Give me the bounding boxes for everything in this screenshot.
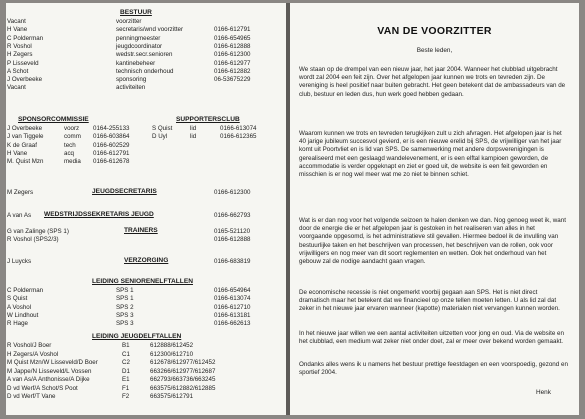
member-name: R Hage: [7, 320, 28, 328]
member-role: acq: [64, 149, 74, 157]
member-name: C Polderman: [7, 287, 44, 294]
member-name: M. Quist Mzn: [7, 158, 44, 166]
letter-title: VAN DE VOORZITTER: [377, 25, 492, 37]
member-name: Vacant: [7, 84, 26, 92]
member-name: M Quist Mzn/W Lisseveld/D Boer: [7, 359, 98, 366]
member-role: wedstr.secr.senioren: [116, 51, 173, 59]
member-phone: 0164-255133: [93, 125, 130, 132]
letter-paragraph: Ondanks alles wens ik u namens het bestuur prettige feestdagen en een voorspoedig, gezond en sportief 2004.: [299, 361, 568, 377]
member-phone: 0166-612888: [214, 42, 251, 50]
member-name: M Jappe/N Lisseveld/L Vossen: [7, 367, 92, 375]
member-phone: 0166-613074: [214, 295, 251, 303]
member-phone: 0166-602529: [93, 141, 130, 149]
member-name: A van As/A Anthonisse/A Dijke: [7, 376, 90, 383]
member-role: comm: [64, 133, 81, 141]
member-phone: 0166-654964: [214, 287, 251, 294]
member-role: lid: [190, 125, 197, 132]
member-role: tech: [64, 141, 76, 149]
member-phone: 663575/612882/612885: [150, 384, 216, 392]
member-phone: 663266/612977/612687: [150, 367, 216, 375]
member-role: penningmeester: [116, 34, 161, 42]
letter-paragraph: Wat is er dan nog voor het volgende seizoen te halen denken we dan. Nog genoeg weet ik, want door de energie die er het afgelopen jaar is gestoken in het realiseren van alles in het voorgaande opgesomd, is het administratieve stil gevallen. Hiermee bedoel ik de invulling van bestuurlijke taken en het beschrijven van processen, het beschrijven van de rollen, ook voor vrijwilligers en nog meer van dit soort reglementen en wetten. Ook het onderhoud van het gebouw zal de nodige aandacht gaan vragen.: [299, 217, 566, 266]
member-phone: 0166-612882: [214, 67, 251, 75]
member-name: S Quist: [7, 295, 28, 303]
letter-paragraph: We staan op de drempel van een nieuw jaar, het jaar 2004. Wanneer het clubblad uitgebracht wordt zal 2004 een feit zijn. Over het afgelopen jaar kunnen we trots en tevreden zijn. De vereniging is heel positief naar buiten gebracht. Het geen betekent dat de ambassadeurs van de club, bestuur en leden dus, hun werk goed hebben gedaan.: [299, 66, 566, 98]
member-name: J Overbeeke: [7, 76, 43, 84]
member-phone: 612300/612710: [150, 350, 194, 358]
member-phone: 0166-612888: [214, 236, 251, 244]
left-page: [6, 3, 286, 415]
member-phone: 0166-612791: [214, 26, 251, 34]
member-phone: 0166-612678: [93, 158, 130, 166]
member-phone: 0166-683819: [214, 258, 251, 265]
member-role: kantinebeheer: [116, 59, 156, 67]
member-name: J van Tiggele: [7, 133, 44, 141]
member-name: M Zegers: [7, 189, 34, 196]
member-team: SPS 1: [116, 287, 134, 294]
member-phone: 0166-612791: [93, 149, 130, 157]
member-role: activiteiten: [116, 84, 146, 92]
member-phone: 662793/663736/663245: [150, 376, 216, 383]
member-name: D Uyl: [152, 133, 168, 141]
member-name: H Vane: [7, 26, 28, 34]
member-phone: 0166-613074: [220, 125, 257, 132]
member-team: SPS 1: [116, 295, 134, 303]
member-phone: 0166-603864: [93, 133, 130, 141]
member-name: A Voshol: [7, 303, 32, 311]
section-heading: BESTUUR: [120, 9, 152, 16]
member-role: media: [64, 158, 81, 166]
member-team: D1: [122, 367, 130, 375]
member-team: SPS 2: [116, 303, 134, 311]
member-name: G van Zalinge (SPS 1): [7, 228, 69, 235]
member-name: S Quist: [152, 125, 173, 132]
member-team: SPS 3: [116, 320, 134, 328]
section-heading: LEIDING JEUGDELFTALLEN: [92, 333, 182, 340]
member-role: lid: [190, 133, 197, 141]
letter-signature: Henk: [536, 389, 551, 396]
member-phone: 0166-662793: [214, 212, 251, 219]
letter-paragraph: Waarom kunnen we trots en tevreden terugkijken zult u zich afvragen. Het afgelopen jaar is het 40 jarige jubileum succesvol gevierd, er is een nieuwe erelid bij SPS, de vrijwilliger van het jaar komt uit Poortvliet en is lid van SPS. De samenwerking met andere dorpsverenigingen is gerealiseerd met een geslaagd wandelevenement, er is een elftal kampioen geworden, de accommodatie is verder opgeknapt en ziet er goed uit, de website is een feit geworden en misschien is er nog wel meer wat me zo niet te binnen schiet.: [299, 130, 562, 179]
member-role: secretaris/wnd voorzitter: [116, 26, 184, 34]
member-name: R Voshol: [7, 42, 32, 50]
member-phone: 612888/612452: [150, 342, 194, 349]
member-phone: 0166-612977: [214, 59, 251, 67]
member-phone: 0166-662613: [214, 320, 251, 328]
section-heading: WEDSTRIJDSSEKRETARIS JEUGD: [44, 211, 154, 218]
section-heading: LEIDING SENIORENELFTALLEN: [92, 278, 193, 285]
member-name: W Lindhout: [7, 311, 39, 319]
member-team: B1: [122, 342, 130, 349]
member-name: R Voshol (SPS2/3): [7, 236, 59, 244]
member-phone: 0166-612300: [214, 51, 251, 59]
member-team: SPS 3: [116, 311, 134, 319]
member-team: F1: [122, 384, 130, 392]
member-phone: 0165-521120: [214, 228, 251, 235]
section-heading: TRAINERS: [124, 227, 158, 234]
member-phone: 0166-613181: [214, 311, 251, 319]
member-phone: 612678/612977/612452: [150, 359, 216, 366]
section-heading: VERZORGING: [124, 257, 169, 264]
member-role: voorz: [64, 125, 80, 132]
member-phone: 0166-612300: [214, 189, 251, 196]
member-role: technisch onderhoud: [116, 67, 174, 75]
member-name: C Polderman: [7, 34, 44, 42]
member-name: H Zegers/A Voshol: [7, 350, 59, 358]
member-team: C1: [122, 350, 130, 358]
letter-paragraph: De economische recessie is niet ongemerkt voorbij gegaan aan SPS. Het is niet direct dramatisch maar het betekent dat we financieel op onze tellen moeten letten. U als lid zal dat zeker in het nieuwe jaar ervaren wanneer (kapotte) materialen niet vervangen kunnen worden.: [299, 289, 560, 313]
member-name: Vacant: [7, 18, 26, 25]
letter-paragraph: In het nieuwe jaar willen we een aantal activiteiten uitzetten voor jong en oud. Via de website en het clubblad, een medium wat zeker niet onder doet, zal er meer over bekend worden gemaakt.: [299, 330, 564, 346]
member-team: C2: [122, 359, 130, 366]
member-role: sponsoring: [116, 76, 147, 84]
member-name: A van As: [7, 212, 32, 219]
section-heading: SPONSORCOMMISSIE: [18, 116, 89, 123]
member-team: F2: [122, 393, 130, 400]
member-team: E1: [122, 376, 130, 383]
member-phone: 0166-612710: [214, 303, 251, 311]
member-name: K de Graaf: [7, 141, 37, 149]
member-phone: 663575/612791: [150, 393, 194, 400]
member-name: H Zegers: [7, 51, 33, 59]
member-name: R Voshol/J Boer: [7, 342, 52, 349]
section-heading: JEUGDSECRETARIS: [92, 188, 157, 195]
member-role: jeugdcoordinator: [116, 42, 163, 50]
member-name: H Vane: [7, 149, 28, 157]
member-name: D vd Werf/T Vane: [7, 393, 56, 400]
right-page: [290, 3, 579, 415]
member-name: D vd Werf/A Schot/S Poot: [7, 384, 78, 392]
member-name: P Lisseveld: [7, 59, 39, 67]
member-name: A Schot: [7, 67, 29, 75]
letter-greeting: Beste leden,: [416, 47, 453, 54]
section-heading: SUPPORTERSCLUB: [176, 116, 240, 123]
member-name: J Overbeeke: [7, 125, 43, 132]
member-name: J Luycks: [7, 258, 32, 265]
member-phone: 0166-654965: [214, 34, 251, 42]
member-phone: 06-53675229: [214, 76, 251, 84]
member-role: voorzitter: [116, 18, 142, 25]
member-phone: 0166-612365: [220, 133, 257, 141]
